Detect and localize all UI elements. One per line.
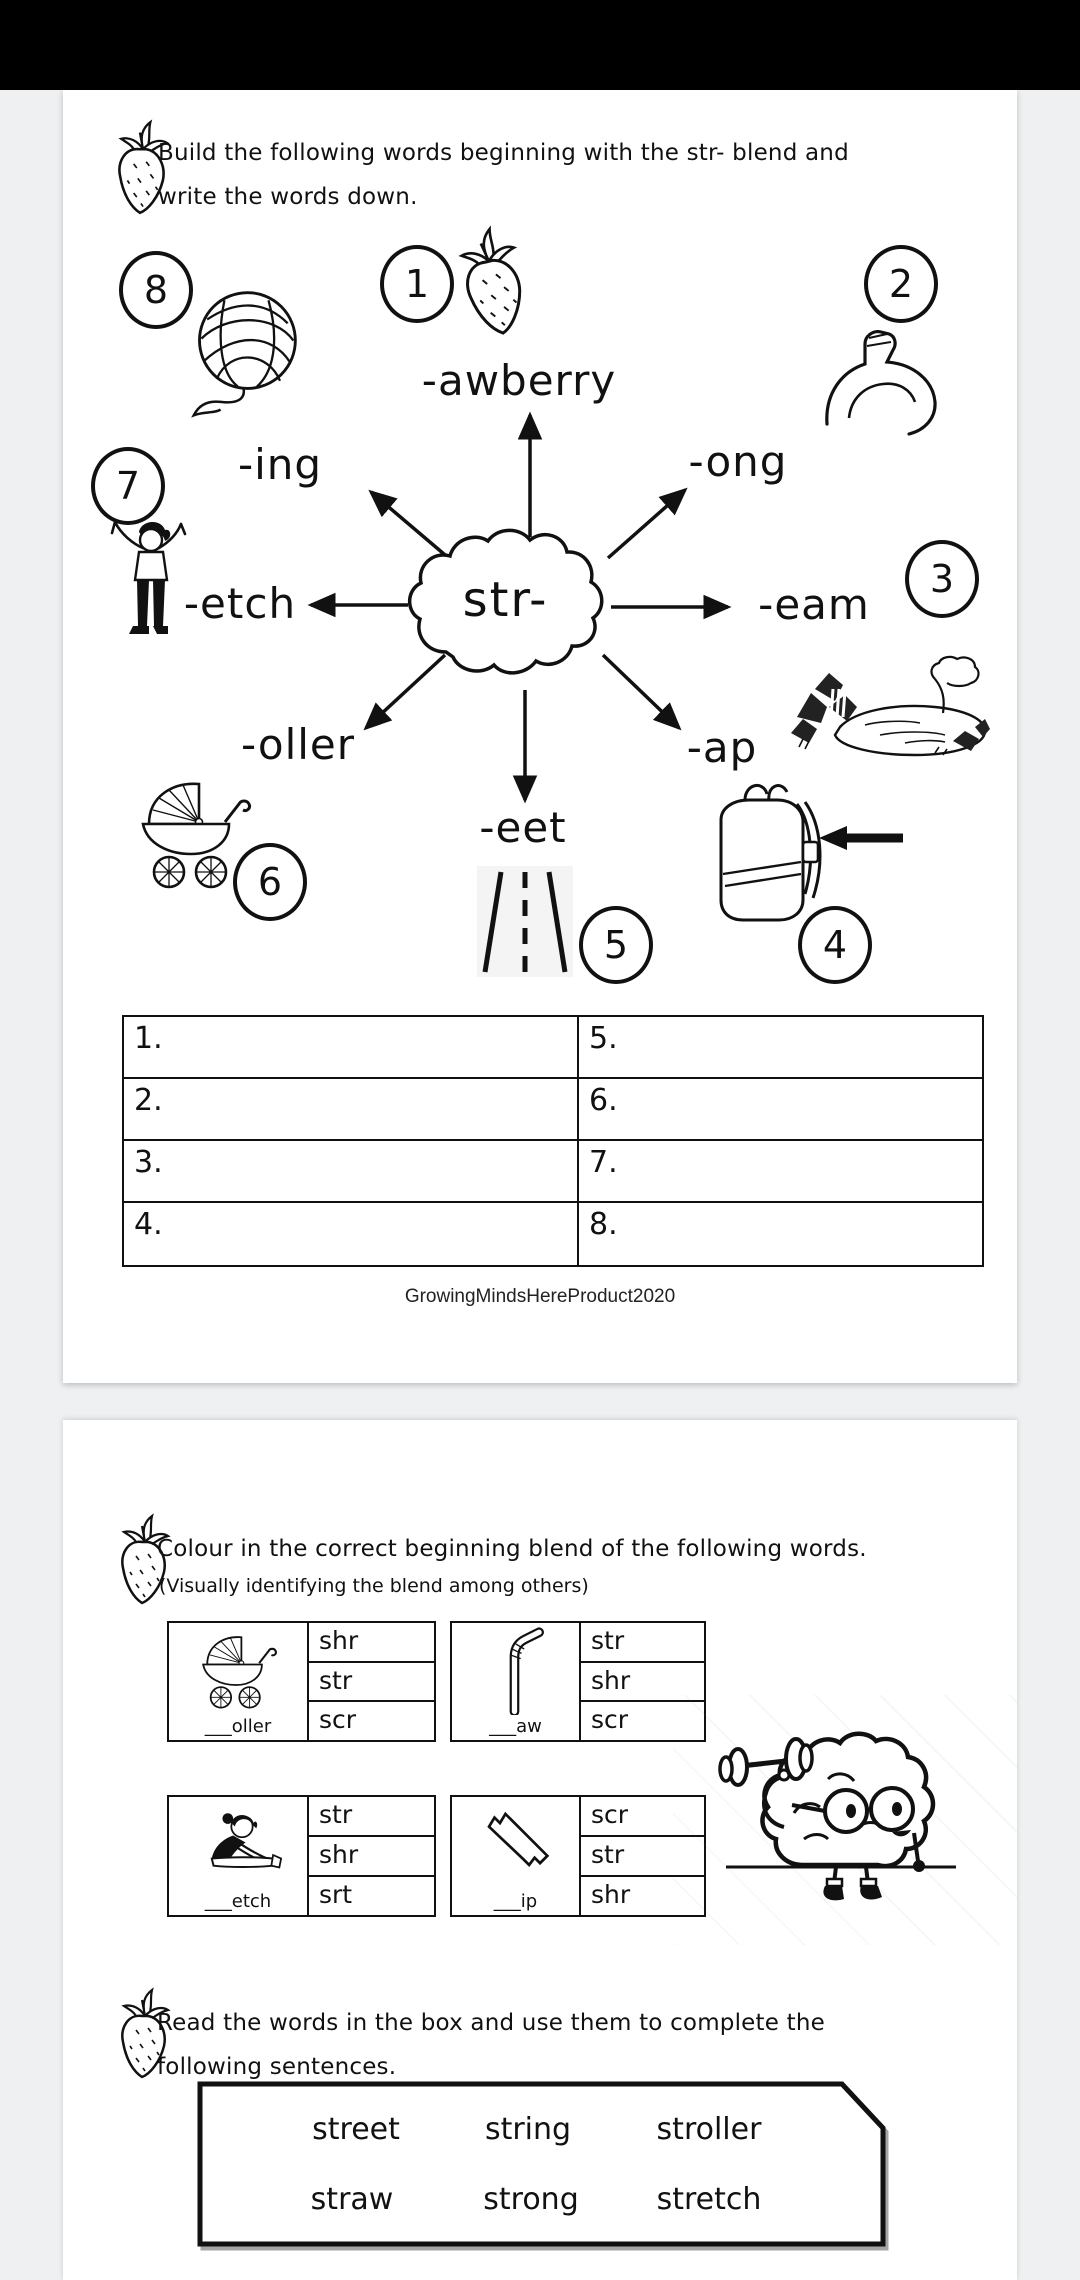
blend-image-cell xyxy=(452,1623,581,1740)
colour-instruction-text: Colour in the correct beginning blend of the following words. xyxy=(157,1536,867,1562)
badge-number: 4 xyxy=(822,923,848,967)
backpack-icon xyxy=(693,770,833,940)
answer-cell-1: 1. xyxy=(124,1017,579,1079)
mindmap-ending-oller: -oller xyxy=(240,720,356,769)
mindmap-ending-ap: -ap xyxy=(686,723,758,772)
word-bank-word: strong xyxy=(483,2182,579,2217)
blend-option[interactable]: str xyxy=(581,1837,704,1877)
backpack-pointer-arrow-icon xyxy=(815,820,905,856)
blend-image-cell xyxy=(169,1623,309,1740)
mindmap-ending-awberry: -awberry xyxy=(421,356,617,405)
blend-option[interactable]: str xyxy=(581,1623,704,1663)
badge-number: 7 xyxy=(115,464,141,508)
blend-word-label: ___oller xyxy=(204,1716,272,1737)
stream-icon xyxy=(785,655,990,760)
blend-word-label: ___etch xyxy=(204,1891,272,1912)
blend-table-etch xyxy=(167,1795,436,1917)
blend-option[interactable]: srt xyxy=(319,1880,353,1909)
flexed-arm-icon xyxy=(815,322,965,442)
blend-options xyxy=(309,1797,434,1915)
mindmap-ending-etch: -etch xyxy=(183,579,297,628)
strip-icon xyxy=(474,1803,556,1885)
colour-instruction-subtext: (Visually identifying the blend among others) xyxy=(159,1575,589,1597)
answer-cell-2: 2. xyxy=(124,1079,579,1141)
number-badge-7 xyxy=(91,447,165,525)
blend-option[interactable]: shr xyxy=(591,1880,631,1909)
blend-option[interactable]: scr xyxy=(581,1797,704,1837)
toe-touch-stretch-icon xyxy=(179,1807,297,1887)
blend-word-label: ___aw xyxy=(489,1716,542,1737)
number-badge-5 xyxy=(579,906,653,984)
read-instruction-line1: Read the words in the box and use them to complete the xyxy=(157,2010,825,2036)
blend-option[interactable]: scr xyxy=(591,1705,629,1735)
badge-number: 6 xyxy=(257,860,283,904)
word-bank-border xyxy=(196,2080,887,2248)
mindmap-ending-ong: -ong xyxy=(688,437,788,486)
worksheet-page-1 xyxy=(63,90,1017,1383)
answer-cell-5: 5. xyxy=(579,1017,982,1079)
straw-icon xyxy=(490,1627,546,1715)
answer-cell-8: 8. xyxy=(589,1207,618,1242)
answer-cell-4: 4. xyxy=(124,1203,579,1265)
answer-cell-6: 6. xyxy=(579,1079,982,1141)
mindmap-ending-eet: -eet xyxy=(479,803,567,852)
answer-cell-3: 3. xyxy=(124,1141,579,1203)
footer-credit: GrowingMindsHereProduct2020 xyxy=(404,1286,676,1307)
word-bank-word: string xyxy=(484,2112,572,2147)
status-bar xyxy=(0,0,1080,90)
blend-table-ip xyxy=(450,1795,706,1917)
word-bank-word: street xyxy=(312,2112,400,2147)
badge-number: 3 xyxy=(929,557,955,601)
blend-option[interactable]: shr xyxy=(309,1837,434,1877)
pram-icon xyxy=(193,1629,285,1711)
word-bank-word: straw xyxy=(310,2182,394,2217)
road-icon xyxy=(475,864,575,979)
badge-number: 2 xyxy=(888,262,914,306)
blend-option[interactable]: shr xyxy=(581,1663,704,1703)
instruction-text-line2: write the words down. xyxy=(158,184,418,210)
blend-option[interactable]: str xyxy=(309,1797,434,1837)
brain-weightlifter-icon xyxy=(708,1715,973,1910)
badge-number: 1 xyxy=(404,262,430,306)
word-bank-word: stroller xyxy=(656,2112,762,2147)
instruction-text-line1: Build the following words beginning with the str- blend and xyxy=(158,140,849,166)
pram-icon xyxy=(133,772,258,892)
center-blend-label: str- xyxy=(462,572,549,628)
mindmap-ending-eam: -eam xyxy=(758,580,870,629)
answer-table xyxy=(122,1015,984,1267)
blend-word-label: ___ip xyxy=(493,1891,538,1912)
read-instruction-line2: following sentences. xyxy=(157,2054,397,2080)
blend-option[interactable]: shr xyxy=(309,1623,434,1663)
word-bank-word: stretch xyxy=(656,2182,762,2217)
blend-image-cell xyxy=(452,1797,581,1915)
answer-cell-7: 7. xyxy=(579,1141,982,1203)
blend-table-oller xyxy=(167,1621,436,1742)
blend-option[interactable]: str xyxy=(309,1663,434,1703)
blend-option[interactable]: scr xyxy=(319,1705,357,1735)
blend-image-cell xyxy=(169,1797,309,1915)
word-bank-box xyxy=(196,2080,887,2248)
mindmap-ending-ing: -ing xyxy=(237,440,323,489)
blend-table-aw xyxy=(450,1621,706,1742)
number-badge-2 xyxy=(864,245,938,323)
number-badge-3 xyxy=(905,540,979,618)
yarn-ball-icon xyxy=(188,278,303,428)
badge-number: 5 xyxy=(603,923,629,967)
badge-number: 8 xyxy=(143,268,169,312)
number-badge-8 xyxy=(119,251,193,329)
strawberry-icon-large xyxy=(421,212,565,353)
blend-options xyxy=(309,1623,434,1740)
worksheet-page-2 xyxy=(63,1420,1017,2280)
